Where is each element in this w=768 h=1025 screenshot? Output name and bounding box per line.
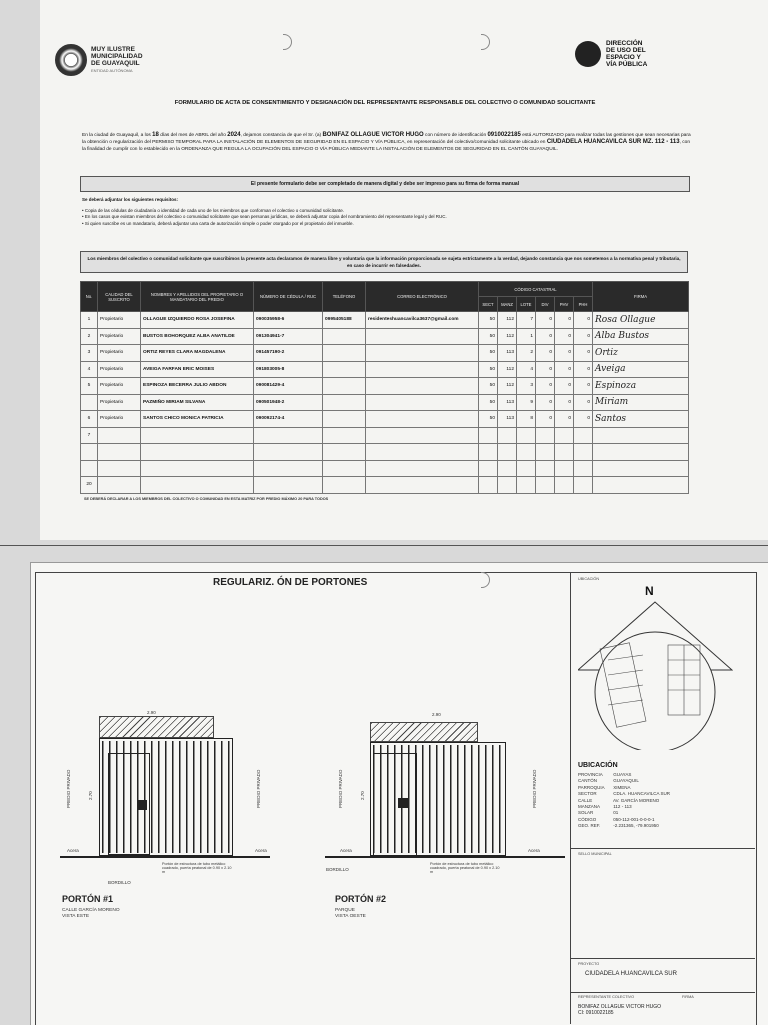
members-table-body	[81, 312, 689, 494]
cell-telefono	[323, 328, 366, 345]
cell-div: 0	[536, 345, 555, 362]
porton2-note: Portón de estructura de tubo metálico cuadrado, puerta peatonal de 0.90 x 2.10 m	[430, 862, 500, 874]
cell-div: 0	[536, 312, 555, 329]
lock-icon	[137, 800, 147, 810]
cell-no: 3	[81, 345, 98, 362]
cell-no: 6	[81, 411, 98, 428]
cell-nombre: OLLAGUE IZQUIERDO ROSA JOSEFINA	[141, 312, 254, 329]
cell-lote: 4	[517, 361, 536, 378]
cell-telefono	[323, 378, 366, 395]
cell-correo	[366, 444, 479, 461]
porton2-bordillo: BORDILLO	[326, 867, 349, 872]
cell-div: 0	[536, 328, 555, 345]
cell-lote: 8	[517, 411, 536, 428]
cell-lote	[517, 477, 536, 494]
requirement-item: • Copia de las cédulas de ciudadanía o identidad de cada uno de los miembros que conforman el colectivo o comunidad solicitante.	[82, 207, 344, 213]
col-sect: SECT	[479, 297, 498, 312]
col-no: No.	[81, 282, 98, 312]
porton1-gate	[99, 738, 233, 856]
porton1-width-dim: 2.90	[147, 710, 156, 715]
intro-id-number: 0910022185	[487, 132, 521, 138]
cell-sect: 50	[479, 394, 498, 411]
table-row	[81, 378, 689, 395]
requirement-item: • En los casos que existan miembros del colectivo o comunidad solicitante que sean personas jurídicas, se deberá adjuntar copia del nombramiento del representante legal y del RUC.	[82, 214, 447, 219]
plan-title: REGULARIZ. ÓN DE PORTONES	[213, 577, 368, 588]
cell-sect: 50	[479, 312, 498, 329]
col-manz: MANZ	[498, 297, 517, 312]
cell-phh: 0	[574, 411, 593, 428]
location-map	[578, 600, 733, 750]
porton2-door	[373, 753, 417, 857]
col-codigo-catastral: CÓDIGO CATASTRAL	[479, 282, 593, 297]
ubic-value: CDLA. HUANCAVILCA SUR	[613, 791, 670, 797]
cell-manz: 112	[498, 361, 517, 378]
porton2-height-dim: 2.70	[360, 791, 365, 800]
cell-phv	[555, 444, 574, 461]
cell-nombre	[141, 477, 254, 494]
municipal-seal-icon	[55, 44, 87, 76]
porton2-gate	[370, 742, 506, 856]
ubic-value: 050-112-001-0-0-0-1	[613, 816, 655, 822]
cell-phh	[574, 444, 593, 461]
porton1-acera-right: Acera	[255, 848, 267, 853]
cell-phh: 0	[574, 345, 593, 362]
cell-cedula: 090035958-6	[254, 312, 323, 329]
project-name: CIUDADELA HUANCAVILCA SUR	[585, 971, 677, 977]
cell-no: 20	[81, 477, 98, 494]
table-row	[81, 345, 689, 362]
porton1-title: PORTÓN #1	[62, 894, 114, 904]
cell-phv: 0	[555, 328, 574, 345]
ubic-value: 01	[613, 810, 619, 816]
col-phh: PHH	[574, 297, 593, 312]
table-row	[81, 328, 689, 345]
cell-lote	[517, 460, 536, 477]
porton2-acera: Acera	[340, 848, 352, 853]
porton1-view: VISTA ESTE	[62, 914, 90, 919]
cell-cedula: 090092174-4	[254, 411, 323, 428]
sello-label: SELLO MUNICIPAL	[578, 852, 612, 856]
cell-phh: 0	[574, 361, 593, 378]
representative-name: BONIFAZ OLLAGUE VICTOR HUGO	[578, 1004, 661, 1010]
cell-no	[81, 460, 98, 477]
digital-form-notice: El presente formulario debe ser completado de manera digital y debe ser impreso para su firma de forma manual	[80, 176, 690, 192]
cell-firma: Rosa Ollague	[593, 312, 689, 329]
cell-lote: 3	[517, 378, 536, 395]
cell-nombre	[141, 460, 254, 477]
cell-sect	[479, 460, 498, 477]
cell-div: 0	[536, 411, 555, 428]
cell-div	[536, 477, 555, 494]
cell-manz	[498, 427, 517, 444]
form-title: FORMULARIO DE ACTA DE CONSENTIMIENTO Y DESIGNACIÓN DEL REPRESENTANTE RESPONSABLE DEL COLECTIVO O COMUNIDAD SOLICITANTE	[174, 100, 596, 106]
cell-phv: 0	[555, 361, 574, 378]
cell-no: 4	[81, 361, 98, 378]
cell-sect: 50	[479, 411, 498, 428]
cell-phh: 0	[574, 394, 593, 411]
ubic-value: 112 - 113	[613, 804, 632, 810]
col-calidad: CALIDAD DEL SUSCRITO	[98, 282, 141, 312]
cell-phh: 0	[574, 378, 593, 395]
porton2-predio-left: PREDIO PRIVADO	[338, 769, 343, 808]
porton1-note: Portón de estructura de tubo metálico cuadrado, puerta peatonal de 0.90 x 2.10 m	[162, 862, 232, 874]
cell-telefono	[323, 477, 366, 494]
cell-phv	[555, 460, 574, 477]
cell-cedula: 091457190-2	[254, 345, 323, 362]
col-correo: CORREO ELECTRÓNICO	[366, 282, 479, 312]
porton1-predio-left: PREDIO PRIVADO	[66, 769, 71, 808]
porton1-predio-right: PREDIO PRIVADO	[256, 769, 261, 808]
porton2-title: PORTÓN #2	[335, 894, 387, 904]
cell-correo	[366, 427, 479, 444]
ubic-key: CANTÓN	[578, 778, 597, 784]
ubic-key: PARROQUIA	[578, 784, 605, 790]
table-row	[81, 394, 689, 411]
cell-firma: Miriam	[593, 394, 689, 411]
cell-firma: Santos	[593, 411, 689, 428]
cell-manz: 113	[498, 411, 517, 428]
cell-nombre: BUSTOS BOHORQUEZ ALBA ANATILDE	[141, 328, 254, 345]
porton1-bordillo: BORDILLO	[108, 880, 131, 885]
cell-cedula	[254, 477, 323, 494]
cell-lote: 9	[517, 394, 536, 411]
cell-lote	[517, 444, 536, 461]
representative-ci: CI: 0910022185	[578, 1010, 614, 1016]
intro-text: con número de identificación	[425, 133, 487, 138]
cell-lote: 7	[517, 312, 536, 329]
cell-no	[81, 444, 98, 461]
ubic-key: CALLE	[578, 797, 593, 803]
cell-phh: 0	[574, 312, 593, 329]
title-block-divider	[570, 848, 755, 849]
cell-firma: Ortiz	[593, 345, 689, 362]
intro-text: En la ciudad de Guayaquil, a los	[82, 133, 151, 138]
cell-firma	[593, 444, 689, 461]
porton2-street: PARQUE	[335, 908, 355, 913]
cell-div	[536, 460, 555, 477]
cell-phh	[574, 460, 593, 477]
cell-correo	[366, 361, 479, 378]
cell-cedula: 090081429-4	[254, 378, 323, 395]
cell-manz: 112	[498, 328, 517, 345]
cell-telefono	[323, 411, 366, 428]
ubicacion-details	[578, 772, 670, 830]
table-row	[81, 477, 689, 494]
cell-calidad: Propietario	[98, 345, 141, 362]
representative-label: REPRESENTANTE COLECTIVO	[578, 995, 635, 999]
cell-telefono	[323, 361, 366, 378]
cell-cedula	[254, 444, 323, 461]
intro-place: CIUDADELA HUANCAVILCA SUR MZ. 112 - 113	[546, 139, 680, 145]
table-row	[81, 411, 689, 428]
cell-div: 0	[536, 394, 555, 411]
porton2-acera-right: Acera	[528, 848, 540, 853]
cell-manz: 113	[498, 394, 517, 411]
cell-cedula	[254, 427, 323, 444]
cell-phv: 0	[555, 312, 574, 329]
col-cedula: NÚMERO DE CÉDULA / RUC	[254, 282, 323, 312]
intro-representative-name: BONIFAZ OLLAGUE VICTOR HUGO	[322, 132, 424, 138]
cell-correo	[366, 394, 479, 411]
cell-div	[536, 444, 555, 461]
cell-correo: residenteshuancavilca3637@gmail.com	[366, 312, 479, 329]
cell-correo	[366, 378, 479, 395]
ubic-value: XIMENA	[613, 784, 631, 790]
cell-no: 7	[81, 427, 98, 444]
cell-div	[536, 427, 555, 444]
intro-text: días del mes de ABRIL del año	[160, 133, 226, 138]
ubic-key: PROVINCIA	[578, 772, 603, 777]
porton1-street: CALLE GARCÍA MORENO	[62, 908, 120, 913]
cell-phv: 0	[555, 394, 574, 411]
cell-phh	[574, 477, 593, 494]
cell-nombre: AVEIGA FARFAN ERIC MOISES	[141, 361, 254, 378]
ubic-key: GEO. REF.	[578, 823, 601, 829]
col-telefono: TELÉFONO	[323, 282, 366, 312]
cell-manz: 113	[498, 345, 517, 362]
ubic-value: -2.231365, -79.901950	[613, 823, 659, 829]
col-nombres: NOMBRES Y APELLIDOS DEL PROPIETARIO O MANDATARIO DEL PREDIO	[141, 282, 254, 312]
ubicacion-heading: UBICACIÓN	[578, 762, 618, 769]
cell-calidad	[98, 444, 141, 461]
requirement-item: • Si quien suscribe es un mandatario, deberá adjuntar una carta de autorización simple o poder otorgado por el propietario del inmueble.	[82, 220, 354, 226]
porton1-ground	[60, 856, 270, 858]
porton1-acera: Acera	[67, 848, 79, 853]
cell-phh: 0	[574, 328, 593, 345]
table-footnote: SE DEBERÁ DECLARAR A LOS MIEMBROS DEL COLECTIVO O COMUNIDAD EN ESTA MATRIZ POR PREDIO MÁXIMO 20 PARA TODOS	[84, 497, 329, 501]
cell-sect	[479, 427, 498, 444]
col-phv: PHV	[555, 297, 574, 312]
ubic-value: AV. GARCÍA MORENO	[613, 797, 660, 803]
members-table	[80, 281, 689, 494]
cell-calidad: Propietario	[98, 378, 141, 395]
intro-text: , dejamos constancia de que el Sr. (a)	[240, 133, 322, 138]
cell-cedula: 090501948-2	[254, 394, 323, 411]
cell-cedula: 091803005-8	[254, 361, 323, 378]
table-row	[81, 444, 689, 461]
cell-nombre	[141, 444, 254, 461]
logo-left-line1: MUY ILUSTRE	[91, 46, 135, 53]
cell-sect: 50	[479, 361, 498, 378]
cell-manz: 112	[498, 312, 517, 329]
cell-sect: 50	[479, 328, 498, 345]
requirements-heading: Se deberá adjuntar los siguientes requisitos:	[82, 197, 179, 202]
logo-right-line2: DE USO DEL	[606, 47, 646, 54]
cell-nombre: PAZMIÑO MIRIAM SILVANA	[141, 394, 254, 411]
logo-right-line4: VÍA PÚBLICA	[606, 61, 648, 68]
cell-correo	[366, 411, 479, 428]
cell-sect: 50	[479, 345, 498, 362]
cell-correo	[366, 345, 479, 362]
proyecto-label: PROYECTO	[578, 962, 600, 966]
cell-telefono	[323, 345, 366, 362]
col-lote: LOTE	[517, 297, 536, 312]
cell-lote: 2	[517, 345, 536, 362]
intro-paragraph	[82, 132, 692, 153]
porton2-roof	[370, 722, 478, 742]
cell-no: 2	[81, 328, 98, 345]
intro-text: , con la finalidad de cumplir con lo establecido en la ORDENANZA QUE REGULA LA OCUPACIÓN DEL ESPACIO O VÍA PÚBLICA MEDIANTE LA INSTALACIÓN DE ELEMENTOS DE SEGURIDAD EN EL CANTÓN GUAYAQUIL.	[82, 140, 691, 152]
cell-telefono	[323, 460, 366, 477]
cell-calidad: Propietario	[98, 411, 141, 428]
cell-firma	[593, 477, 689, 494]
cell-cedula	[254, 460, 323, 477]
cell-firma: Aveiga	[593, 361, 689, 378]
cell-manz	[498, 444, 517, 461]
cell-correo	[366, 328, 479, 345]
cell-nombre: SANTOS CHICO MONICA PATRICIA	[141, 411, 254, 428]
cell-calidad: Propietario	[98, 312, 141, 329]
cell-calidad	[98, 427, 141, 444]
table-row	[81, 460, 689, 477]
col-div: DIV	[536, 297, 555, 312]
requirements-list	[82, 197, 682, 227]
cell-sect: 50	[479, 378, 498, 395]
ubic-value: GUAYAS	[613, 772, 632, 777]
cell-manz	[498, 477, 517, 494]
cell-sect	[479, 444, 498, 461]
cell-nombre: ORTIZ REYES CLARA MAGDALENA	[141, 345, 254, 362]
cell-telefono: 0995405188	[323, 312, 366, 329]
cell-cedula: 091304941-7	[254, 328, 323, 345]
cell-calidad: Propietario	[98, 361, 141, 378]
table-row	[81, 312, 689, 329]
cell-div: 0	[536, 361, 555, 378]
logo-right-line1: DIRECCIÓN	[606, 40, 643, 47]
cell-phv: 0	[555, 345, 574, 362]
map-circle	[595, 632, 715, 750]
cell-calidad	[98, 477, 141, 494]
logo-right-line3: ESPACIO Y	[606, 54, 641, 61]
cell-lote	[517, 427, 536, 444]
porton2-view: VISTA OESTE	[335, 914, 366, 919]
cell-firma	[593, 427, 689, 444]
table-row	[81, 427, 689, 444]
lock-icon	[398, 798, 408, 808]
logo-left-line3: DE GUAYAQUIL	[91, 60, 140, 67]
cell-correo	[366, 460, 479, 477]
cell-nombre: ESPINOZA BECERRA JULIO ABDON	[141, 378, 254, 395]
cell-phv	[555, 477, 574, 494]
cell-calidad	[98, 460, 141, 477]
declaration-box: Los miembros del colectivo o comunidad solicitante que suscribimos la presente acta declaramos de manera libre y voluntaria que la información proporcionada se sujeta estrictamente a la verdad, dejando constancia que nos sometemos a la normativa penal y tributaria, en caso de incurrir en falsedades.	[80, 251, 688, 273]
ubic-key: MANZANA	[578, 804, 601, 810]
porton1-height-dim: 2.70	[88, 791, 93, 800]
title-block-divider	[570, 992, 755, 993]
intro-year: 2024	[227, 132, 241, 138]
representative-block	[578, 1004, 661, 1016]
cell-sect	[479, 477, 498, 494]
cell-lote: 1	[517, 328, 536, 345]
cell-telefono	[323, 394, 366, 411]
cell-firma: Espinoza	[593, 378, 689, 395]
firma-label: FIRMA	[682, 995, 694, 999]
logo-left-sub: ENTIDAD AUTÓNOMA	[91, 68, 133, 73]
cell-calidad: Propietario	[98, 328, 141, 345]
municipality-logo	[55, 44, 171, 76]
cell-no: 5	[81, 378, 98, 395]
cell-nombre	[141, 427, 254, 444]
table-row	[81, 361, 689, 378]
cell-manz: 112	[498, 378, 517, 395]
direction-logo	[575, 40, 666, 68]
cell-phv	[555, 427, 574, 444]
cell-manz	[498, 460, 517, 477]
intro-text: está AUTORIZADO para realizar todas las gestiones que sean necesarias para la obtención o regularización del PERMISO TEMPORAL PARA LA INSTALACIÓN DE ELEMENTOS DE SEGURIDAD EN EL ESPACIO Y VÍA PÚBLICA, en representación del colectivo/comunidad solicitante ubicado en	[82, 133, 691, 145]
intro-day: 18	[152, 132, 159, 138]
cell-no	[81, 394, 98, 411]
direction-emblem-icon	[575, 41, 601, 67]
cell-phv: 0	[555, 411, 574, 428]
cell-div: 0	[536, 378, 555, 395]
cell-telefono	[323, 444, 366, 461]
ubic-key: SOLAR	[578, 810, 594, 816]
cell-correo	[366, 477, 479, 494]
ubic-key: CÓDIGO	[578, 816, 597, 822]
porton2-width-dim: 2.90	[432, 712, 441, 717]
cell-phv: 0	[555, 378, 574, 395]
porton2-predio-right: PREDIO PRIVADO	[532, 769, 537, 808]
cell-telefono	[323, 427, 366, 444]
logo-left-line2: MUNICIPALIDAD	[91, 53, 143, 60]
cell-firma	[593, 460, 689, 477]
page-separator	[0, 545, 768, 546]
north-arrow-label: N	[645, 584, 654, 598]
cell-phh	[574, 427, 593, 444]
cell-no: 1	[81, 312, 98, 329]
ubic-value: GUAYAQUIL	[613, 778, 639, 784]
ubicacion-small-label: UBICACIÓN	[578, 577, 600, 581]
cell-calidad: Propietario	[98, 394, 141, 411]
title-block-divider	[570, 958, 755, 959]
col-firma: FIRMA	[593, 282, 689, 312]
porton2-ground	[325, 856, 565, 858]
cell-firma: Alba Bustos	[593, 328, 689, 345]
porton1-door	[108, 753, 150, 855]
porton1-roof	[99, 716, 214, 738]
ubic-key: SECTOR	[578, 791, 597, 797]
